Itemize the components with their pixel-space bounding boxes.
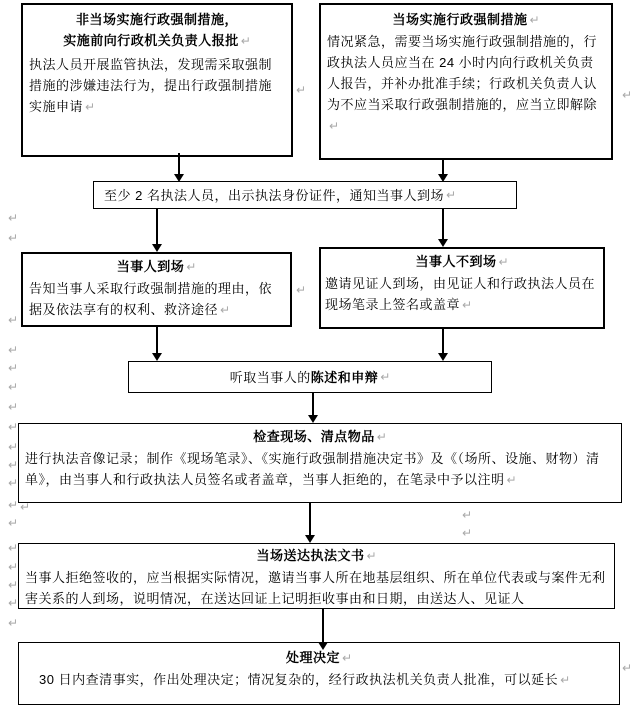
- title-text: 当场送达执法文书: [256, 548, 365, 563]
- paragraph-mark: ↵: [85, 100, 96, 114]
- arrow-absent-to-statement: [437, 329, 449, 361]
- paragraph-mark: ↵: [8, 498, 19, 512]
- paragraph-mark: ↵: [8, 616, 19, 630]
- paragraph-mark: ↵: [462, 508, 473, 522]
- box-non-onsite-measures: [21, 3, 293, 157]
- title-line-1: 非当场实施行政强制措施，: [75, 12, 238, 27]
- box-decision: [18, 642, 620, 705]
- paragraph-mark: ↵: [8, 440, 19, 454]
- box-inspect-body: [19, 448, 621, 491]
- arrow-notify-to-present: [151, 209, 163, 252]
- paragraph-mark: ↵: [8, 313, 19, 327]
- paragraph-mark: ↵: [445, 187, 457, 202]
- box-onsite-body: [321, 31, 611, 137]
- paragraph-mark: ↵: [8, 541, 19, 555]
- paragraph-mark: ↵: [8, 560, 19, 574]
- paragraph-mark: ↵: [8, 380, 19, 394]
- box-deliver-title: [19, 544, 614, 567]
- paragraph-mark: ↵: [506, 473, 517, 487]
- body-text: 执法人员开展监管执法，发现需采取强制措施的涉嫌违法行为，提出行政强制措施实施申请: [29, 57, 273, 114]
- title-text: 当场实施行政强制措施: [392, 12, 528, 27]
- paragraph-mark: ↵: [376, 430, 387, 444]
- arrow-non-onsite-to-notify: [173, 153, 185, 182]
- box-statement: [128, 361, 492, 393]
- box-party-present-body: [23, 278, 290, 321]
- paragraph-mark: ↵: [240, 34, 251, 48]
- arrow-notify-to-absent: [437, 209, 449, 247]
- paragraph-mark: ↵: [8, 458, 19, 472]
- box-party-absent: [319, 247, 605, 329]
- paragraph-mark: ↵: [380, 369, 391, 384]
- box-party-present: [21, 252, 292, 327]
- arrow-inspect-to-deliver: [304, 503, 316, 543]
- paragraph-mark: ↵: [462, 526, 473, 540]
- paragraph-mark: ↵: [8, 476, 19, 490]
- arrow-onsite-to-notify: [437, 158, 449, 182]
- paragraph-mark: ↵: [220, 303, 231, 317]
- arrow-present-to-statement: [151, 327, 163, 361]
- paragraph-mark: ↵: [8, 211, 19, 225]
- paragraph-mark: ↵: [8, 516, 19, 530]
- paragraph-mark: ↵: [296, 283, 307, 297]
- paragraph-mark: ↵: [8, 596, 19, 610]
- paragraph-mark: ↵: [462, 298, 473, 312]
- paragraph-mark: ↵: [8, 231, 19, 245]
- box-deliver-body: [19, 567, 614, 609]
- box-inspect-scene: [18, 423, 622, 503]
- body-text: 30 日内查清事实，作出处理决定；情况复杂的，经行政执法机关负责人批准，可以延长: [39, 672, 559, 687]
- paragraph-mark: ↵: [498, 255, 509, 269]
- paragraph-mark: ↵: [622, 88, 633, 102]
- arrow-deliver-to-decision: [317, 609, 329, 650]
- body-text: 进行执法音像记录；制作《现场笔录》、《实施行政强制措施决定书》及《（场所、设施、财物）清单》，由当事人和行政执法人员签名或者盖章，当事人拒绝的，在笔录中予以注明: [25, 451, 600, 487]
- paragraph-mark: ↵: [560, 673, 571, 687]
- body-text: 情况紧急，需要当场实施行政强制措施的，行政执法人员应当在 24 小时内向行政机关负责人报告，并补办批准手续；行政机关负责人认为不应当采取行政强制措施的，应当立即解除: [327, 34, 598, 112]
- box-onsite-title: [321, 5, 611, 31]
- body-text: 邀请见证人到场，由见证人和行政执法人员在现场笔录上签名或盖章: [325, 276, 596, 312]
- statement-bold: 陈述和申辩: [310, 369, 379, 385]
- box-inspect-title: [19, 424, 621, 448]
- box-party-absent-body: [321, 273, 603, 316]
- body-text: 告知当事人采取行政强制措施的理由，依据及依法享有的权利、救济途径: [29, 281, 273, 317]
- paragraph-mark: ↵: [341, 651, 353, 665]
- title-text: 检查现场、清点物品: [253, 429, 375, 444]
- paragraph-mark: ↵: [529, 13, 540, 27]
- title-text: 当事人不到场: [415, 254, 497, 269]
- title-text: 当事人到场: [116, 259, 185, 274]
- paragraph-mark: ↵: [8, 420, 19, 434]
- body-text: 当事人拒绝签收的，应当根据实际情况，邀请当事人所在地基层组织、所在单位代表或与案件无利害关系的人到场，说明情况，在送达回证上记明拒收事由和日期，由送达人、见证人: [25, 570, 606, 606]
- paragraph-mark: ↵: [8, 361, 19, 375]
- paragraph-mark: ↵: [296, 83, 307, 97]
- paragraph-mark: ↵: [20, 500, 31, 514]
- paragraph-mark: ↵: [366, 549, 377, 563]
- paragraph-mark: ↵: [329, 119, 340, 133]
- box-non-onsite-title: [23, 5, 291, 52]
- title-text: 处理决定: [285, 650, 340, 665]
- box-notify-party: [93, 181, 517, 209]
- box-party-absent-title: [321, 249, 603, 273]
- paragraph-mark: ↵: [8, 343, 19, 357]
- box-non-onsite-body: [23, 52, 291, 118]
- box-deliver-documents: [18, 543, 615, 609]
- statement-regular: 听取当事人的: [229, 369, 311, 385]
- box-party-present-title: [23, 254, 290, 278]
- paragraph-mark: ↵: [186, 260, 197, 274]
- paragraph-mark: ↵: [8, 578, 19, 592]
- box-onsite-measures: [319, 3, 613, 160]
- box-decision-body: [19, 669, 619, 691]
- notify-text: 至少 2 名执法人员，出示执法身份证件，通知当事人到场: [104, 187, 444, 203]
- title-line-2: 实施前向行政机关负责人报批: [63, 33, 239, 48]
- paragraph-mark: ↵: [8, 400, 19, 414]
- paragraph-mark: ↵: [622, 661, 633, 675]
- arrow-statement-to-inspect: [307, 393, 319, 423]
